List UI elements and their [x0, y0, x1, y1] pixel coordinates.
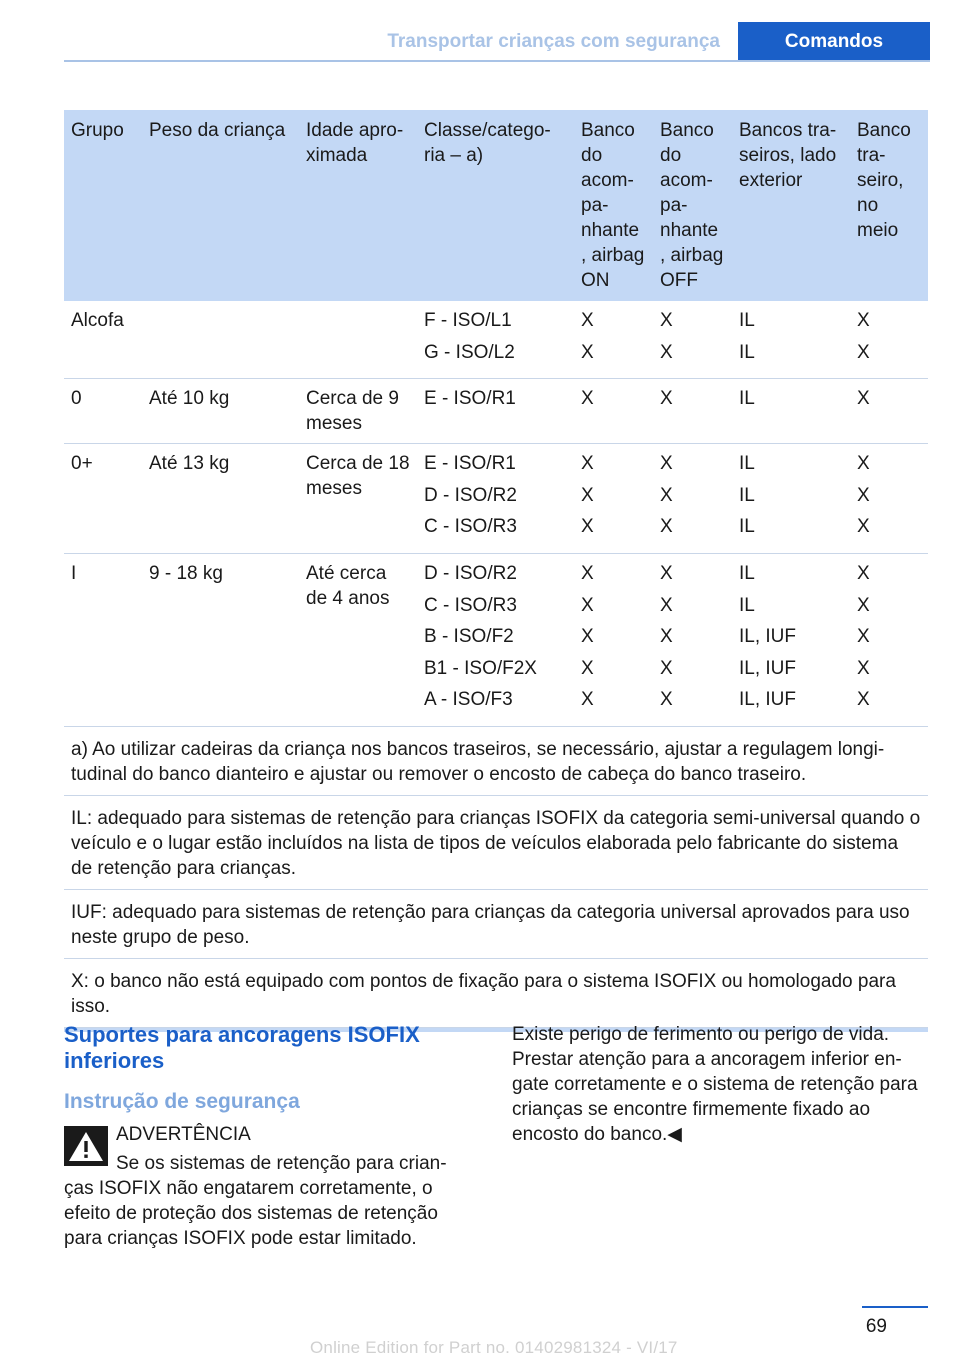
cell-value: X — [857, 689, 870, 711]
table-cell-off — [653, 379, 732, 444]
table-row — [64, 444, 928, 554]
table-cell-meio — [850, 379, 928, 444]
header-cell: Classe/catego-ria – a) — [417, 110, 574, 301]
table-cell-off — [653, 444, 732, 554]
footer-edition: Online Edition for Part no. 01402981324 - VI/17 — [310, 1338, 678, 1357]
footer-rule — [862, 1306, 928, 1308]
table-row — [64, 301, 928, 379]
cell-value: D - ISO/R2 — [424, 484, 517, 506]
cell-value: X — [581, 594, 594, 616]
table-cell-meio — [850, 553, 928, 726]
table-cell-on — [574, 379, 653, 444]
table-cell-grupo: I — [64, 553, 142, 726]
cell-value: IL — [739, 341, 755, 363]
cell-value: X — [581, 484, 594, 506]
page-number: 69 — [865, 1316, 887, 1337]
cell-value: E - ISO/R1 — [424, 453, 516, 475]
cell-value: X — [857, 594, 870, 616]
header-cell: Bancos tra-seiros, lado exterior — [732, 110, 850, 301]
cell-value: X — [581, 626, 594, 648]
cell-value: X — [581, 341, 594, 363]
table-note: X: o banco não está equipado com pontos de fixação para o sistema ISOFIX ou homologado para isso. — [64, 958, 928, 1027]
cell-value: X — [660, 310, 673, 331]
header-cell: Grupo — [64, 110, 142, 301]
cell-value: X — [660, 562, 673, 584]
cell-value: E - ISO/R1 — [424, 388, 516, 410]
table-note: IL: adequado para sistemas de retenção para crianças ISOFIX da categoria semi-universal quando o veículo e o lugar estão incluídos na lista de tipos de veículos elaborada pelo fabricante do sistema de retenção para crianças. — [64, 795, 928, 889]
cell-value: X — [857, 562, 870, 584]
table-header-row — [64, 110, 928, 301]
table-cell-grupo: 0 — [64, 379, 142, 444]
cell-value: X — [660, 689, 673, 711]
table-row — [64, 379, 928, 444]
cell-value: B1 - ISO/F2X — [424, 657, 537, 679]
cell-value: X — [660, 484, 673, 506]
table-note-row — [64, 958, 928, 1027]
cell-value: IL — [739, 484, 755, 506]
cell-value: IL — [739, 516, 755, 538]
table-cell-grupo: Alcofa — [64, 301, 142, 379]
table-cell-on — [574, 301, 653, 379]
header-cell: Banco do acom-pa-nhante , airbag OFF — [653, 110, 732, 301]
table-cell-idade — [299, 301, 417, 379]
cell-value: B - ISO/F2 — [424, 626, 514, 648]
cell-value: X — [660, 626, 673, 648]
table-note-row — [64, 795, 928, 889]
warning-text: ças ISOFIX não engatarem corretamente, o efeito de proteção dos sistemas de retenção para crianças ISOFIX pode estar limitado. — [64, 1178, 438, 1249]
isofix-table-container — [64, 110, 928, 1032]
cell-value: C - ISO/R3 — [424, 516, 517, 538]
cell-value: IL — [739, 388, 755, 410]
table-note: IUF: adequado para sistemas de retenção para crianças da categoria universal aprovados para uso neste grupo de peso. — [64, 889, 928, 958]
cell-value: C - ISO/R3 — [424, 594, 517, 616]
cell-value: X — [581, 388, 594, 410]
cell-value: IL — [739, 310, 755, 331]
cell-value: X — [857, 453, 870, 475]
cell-value: IL — [739, 562, 755, 584]
cell-value: IL, IUF — [739, 657, 797, 679]
table-cell-classe — [417, 553, 574, 726]
cell-value: X — [660, 388, 673, 410]
table-cell-ext — [732, 379, 850, 444]
table-cell-on — [574, 444, 653, 554]
warning-title: ADVERTÊNCIA — [116, 1124, 251, 1145]
header-rule — [64, 60, 930, 62]
cell-value: IL — [739, 594, 755, 616]
cell-value: X — [857, 310, 870, 331]
cell-value: X — [857, 657, 870, 679]
cell-value: X — [581, 689, 594, 711]
cell-value: X — [660, 341, 673, 363]
cell-value: F - ISO/L1 — [424, 310, 512, 331]
table-cell-idade: Cerca de 9 meses — [299, 379, 417, 444]
section-subtitle: Instrução de segurança — [64, 1090, 300, 1113]
header-cell: Idade apro-ximada — [299, 110, 417, 301]
table-cell-peso: Até 10 kg — [142, 379, 299, 444]
table-cell-idade: Cerca de 18 meses — [299, 444, 417, 554]
table-cell-grupo: 0+ — [64, 444, 142, 554]
header-cell: Peso da criança — [142, 110, 299, 301]
warning-icon — [64, 1126, 108, 1166]
cell-value: IL — [739, 453, 755, 475]
table-note-row — [64, 726, 928, 795]
table-cell-peso: Até 13 kg — [142, 444, 299, 554]
header-cell: Banco tra-seiro, no meio — [850, 110, 928, 301]
table-row — [64, 553, 928, 726]
cell-value: X — [857, 388, 870, 410]
page-header — [0, 0, 960, 62]
table-cell-on — [574, 553, 653, 726]
table-cell-peso — [142, 301, 299, 379]
warning-text-first-line: Se os sistemas de retenção para crian- — [116, 1153, 447, 1174]
table-cell-off — [653, 553, 732, 726]
cell-value: A - ISO/F3 — [424, 689, 513, 711]
table-cell-classe — [417, 301, 574, 379]
table-cell-ext — [732, 301, 850, 379]
cell-value: X — [660, 516, 673, 538]
table-cell-idade: Até cerca de 4 anos — [299, 553, 417, 726]
section-title: Suportes para ancoragens ISOFIX inferiores — [64, 1022, 420, 1073]
cell-value: X — [857, 516, 870, 538]
warning-block — [64, 1122, 464, 1251]
left-column — [64, 1022, 464, 1251]
table-cell-classe — [417, 444, 574, 554]
table-cell-off — [653, 301, 732, 379]
isofix-table — [64, 110, 928, 1028]
table-note-row — [64, 889, 928, 958]
cell-value: IL, IUF — [739, 689, 797, 711]
cell-value: X — [581, 657, 594, 679]
cell-value: X — [581, 516, 594, 538]
header-chapter-tab[interactable]: Comandos — [738, 22, 930, 62]
cell-value: X — [660, 594, 673, 616]
header-cell: Banco do acom-pa-nhante , airbag ON — [574, 110, 653, 301]
cell-value: X — [581, 562, 594, 584]
cell-value: X — [581, 453, 594, 475]
right-column-text: Existe perigo de ferimento ou perigo de vida. Prestar atenção para a ancoragem inferior en-gate corretamente e o sistema de retenção para crianças se encontre firmemente fixado ao encosto do banco.◀ — [512, 1024, 918, 1145]
cell-value: X — [581, 310, 594, 331]
table-note: a) Ao utilizar cadeiras da criança nos bancos traseiros, se necessário, ajustar a regulagem longi-tudinal do banco dianteiro e ajustar ou remover o encosto de cabeça do banco traseiro. — [64, 726, 928, 795]
header-section-title: Transportar crianças com segurança — [387, 31, 720, 52]
table-cell-ext — [732, 553, 850, 726]
table-cell-classe — [417, 379, 574, 444]
table-cell-meio — [850, 444, 928, 554]
cell-value: X — [660, 453, 673, 475]
cell-value: IL, IUF — [739, 626, 797, 648]
cell-value: X — [857, 484, 870, 506]
cell-value: X — [857, 341, 870, 363]
cell-value: X — [857, 626, 870, 648]
table-cell-peso: 9 - 18 kg — [142, 553, 299, 726]
cell-value: X — [660, 657, 673, 679]
table-cell-ext — [732, 444, 850, 554]
cell-value: D - ISO/R2 — [424, 562, 517, 584]
cell-value: G - ISO/L2 — [424, 341, 515, 363]
table-cell-meio — [850, 301, 928, 379]
